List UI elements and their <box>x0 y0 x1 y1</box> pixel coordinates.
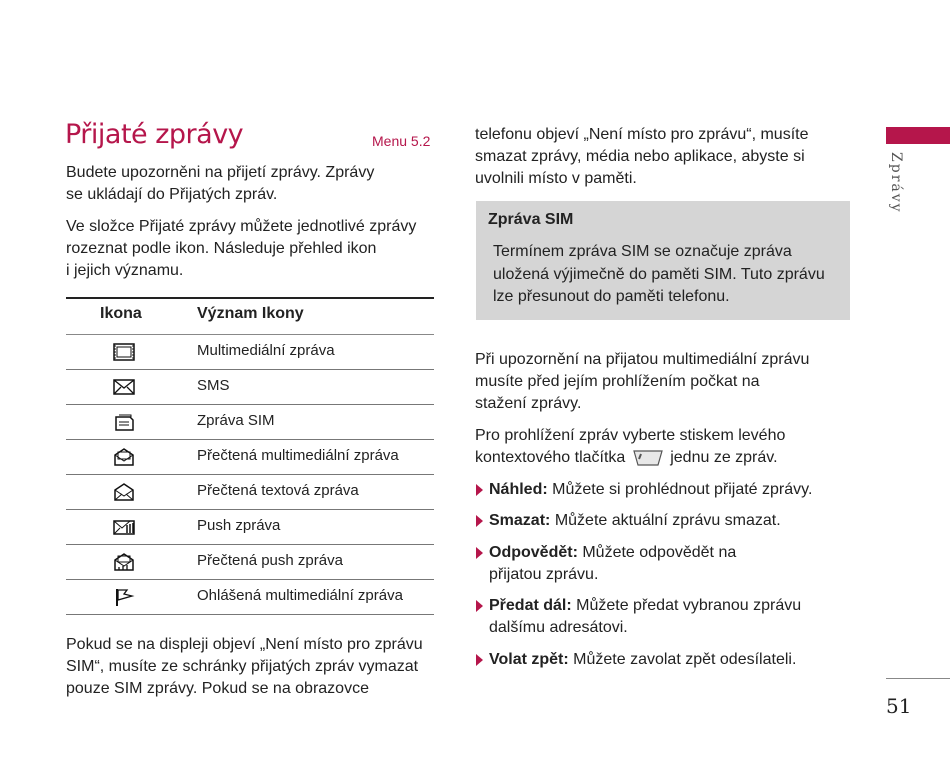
sim-note-box <box>476 201 850 320</box>
bullet-arrow-icon <box>476 515 483 527</box>
view-line-2 <box>475 447 785 469</box>
sim-message-icon <box>113 412 135 432</box>
option-forward <box>476 595 846 639</box>
option-term: Předat dál: <box>489 597 572 614</box>
table-row <box>66 475 434 510</box>
bullet-arrow-icon <box>476 547 483 559</box>
sim-note-line: uložená výjimečně do paměti SIM. Tuto zprávu <box>493 265 825 283</box>
footer-paragraph <box>66 634 423 700</box>
left-softkey-icon <box>632 449 664 467</box>
intro-line: i jejich významu. <box>66 262 184 279</box>
continuation-line: uvolnili místo v paměti. <box>475 170 637 187</box>
push-message-icon <box>113 517 135 537</box>
option-call-back <box>476 649 846 671</box>
intro-paragraph-1 <box>66 162 374 206</box>
table-row <box>66 370 434 405</box>
continuation-line: smazat zprávy, média nebo aplikace, abyste si <box>475 148 805 165</box>
row-label: Zpráva SIM <box>197 412 275 429</box>
sim-note-body <box>493 241 845 309</box>
table-row <box>66 510 434 545</box>
row-label: Přečtená push zpráva <box>197 552 343 569</box>
sim-note-line: Termínem zpráva SIM se označuje zpráva <box>493 243 792 260</box>
table-row <box>66 405 434 440</box>
row-label: Přečtená textová zpráva <box>197 482 359 499</box>
option-delete <box>476 510 846 532</box>
page-title: Přijaté zprávy <box>65 119 244 150</box>
intro-paragraph-2 <box>66 216 416 282</box>
column-header-icon: Ikona <box>100 305 142 322</box>
intro-line: se ukládají do Přijatých zpráv. <box>66 186 278 203</box>
column-header-meaning: Význam Ikony <box>197 305 304 322</box>
row-label: Ohlášená multimediální zpráva <box>197 587 403 604</box>
section-tab-bar <box>886 127 950 144</box>
table-row <box>66 545 434 580</box>
read-text-icon <box>113 482 135 502</box>
view-line-2-end: jednu ze zpráv. <box>670 449 778 466</box>
intro-line: Budete upozorněni na přijetí zprávy. Zprávy <box>66 164 375 181</box>
option-desc: Můžete si prohlédnout přijaté zprávy. <box>552 481 813 498</box>
option-term: Volat zpět: <box>489 651 569 668</box>
table-row <box>66 335 434 370</box>
intro-line: Ve složce Přijaté zprávy můžete jednotlivé zprávy <box>66 218 417 235</box>
table-row <box>66 440 434 475</box>
row-label: SMS <box>197 377 230 394</box>
page-number: 51 <box>886 694 912 718</box>
intro-line: rozeznat podle ikon. Následuje přehled ikon <box>66 240 377 257</box>
notify-line: stažení zprávy. <box>475 395 582 412</box>
table-header <box>66 297 434 335</box>
continuation-paragraph <box>475 124 808 190</box>
icon-table <box>66 297 434 615</box>
continuation-line: telefonu objeví „Není místo pro zprávu“, musíte <box>475 126 809 143</box>
option-desc: Můžete odpovědět na <box>582 544 737 561</box>
row-label: Push zpráva <box>197 517 281 534</box>
section-label: Zprávy <box>888 152 904 214</box>
option-preview <box>476 479 846 501</box>
option-term: Náhled: <box>489 481 548 498</box>
option-desc-cont: přijatou zprávu. <box>489 566 599 583</box>
bullet-arrow-icon <box>476 654 483 666</box>
multimedia-message-icon <box>113 342 135 362</box>
view-paragraph <box>475 425 785 469</box>
sms-envelope-icon <box>113 377 135 397</box>
option-desc-cont: dalšímu adresátovi. <box>489 619 628 636</box>
option-term: Smazat: <box>489 512 551 529</box>
bullet-arrow-icon <box>476 600 483 612</box>
footer-line: SIM“, musíte ze schránky přijatých zpráv vymazat <box>66 658 419 675</box>
notify-line: musíte před jejím prohlížením počkat na <box>475 373 760 390</box>
option-desc: Můžete aktuální zprávu smazat. <box>554 512 781 529</box>
view-line-2-start: kontextového tlačítka <box>475 449 626 466</box>
page-number-rule <box>886 678 950 679</box>
option-desc: Můžete předat vybranou zprávu <box>576 597 802 614</box>
notify-paragraph <box>475 349 809 415</box>
row-label: Multimediální zpráva <box>197 342 335 359</box>
table-row <box>66 580 434 615</box>
notified-multimedia-flag-icon <box>113 587 135 607</box>
notify-line: Při upozornění na přijatou multimediální zprávu <box>475 351 810 368</box>
read-multimedia-icon <box>113 447 135 467</box>
option-term: Odpovědět: <box>489 544 578 561</box>
footer-line: pouze SIM zprávy. Pokud se na obrazovce <box>66 680 369 697</box>
option-reply <box>476 542 846 586</box>
read-push-icon <box>113 552 135 572</box>
menu-reference: Menu 5.2 <box>372 133 431 149</box>
view-line-1: Pro prohlížení zpráv vyberte stiskem levého <box>475 427 786 444</box>
sim-note-heading: Zpráva SIM <box>488 211 574 228</box>
option-desc: Můžete zavolat zpět odesílateli. <box>573 651 797 668</box>
row-label: Přečtená multimediální zpráva <box>197 447 399 464</box>
sim-note-line: lze přesunout do paměti telefonu. <box>493 288 730 305</box>
bullet-arrow-icon <box>476 484 483 496</box>
footer-line: Pokud se na displeji objeví „Není místo pro zprávu <box>66 636 423 653</box>
